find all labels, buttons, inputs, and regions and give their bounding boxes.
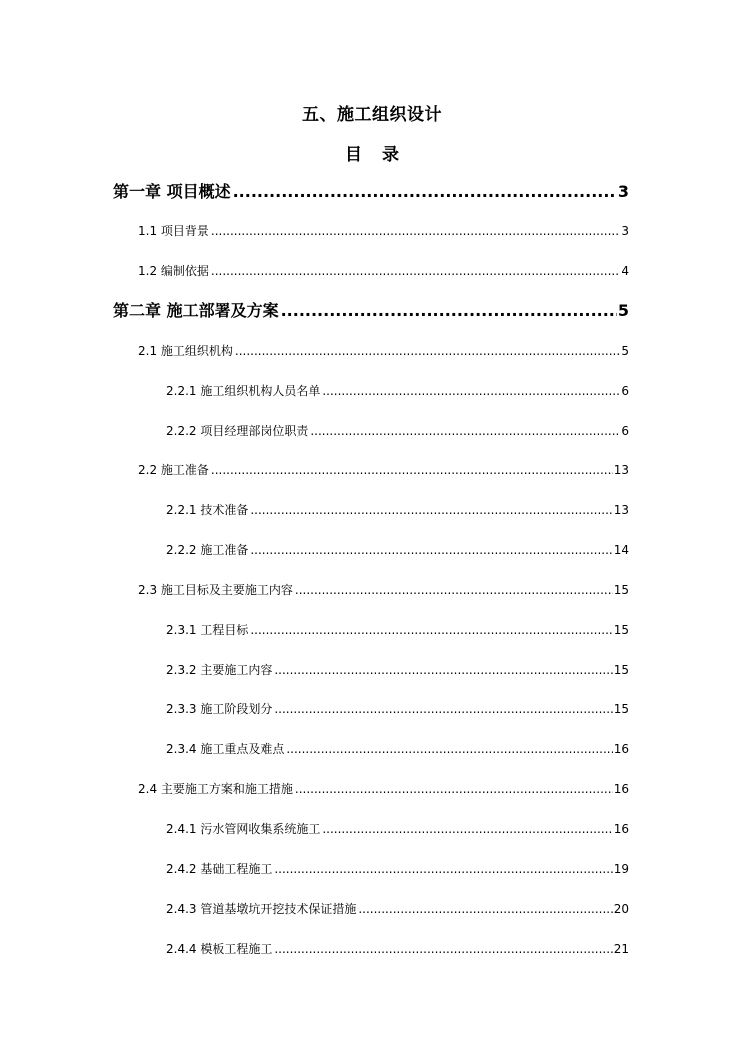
toc-entry[interactable]	[138, 780, 629, 797]
toc-entry[interactable]	[138, 342, 629, 359]
toc-entry-label: 2.2.2 项目经理部岗位职责	[166, 424, 309, 438]
toc-entry-label: 2.3.3 施工阶段划分	[166, 702, 273, 716]
toc-leader-dots	[322, 822, 612, 836]
toc-leader-dots	[250, 503, 612, 517]
toc-entry[interactable]	[166, 621, 629, 638]
toc-page-number: 15	[613, 663, 629, 677]
toc-page-number: 15	[613, 583, 629, 597]
toc-entry-label: 2.1 施工组织机构	[138, 344, 233, 358]
toc-page-number: 13	[613, 503, 629, 517]
toc-entry-label: 1.1 项目背景	[138, 224, 209, 238]
toc-entry[interactable]	[138, 461, 629, 478]
toc-entry[interactable]	[113, 298, 629, 321]
toc-entry-label: 2.4.2 基础工程施工	[166, 862, 273, 876]
toc-leader-dots	[235, 344, 620, 358]
toc-page-number: 14	[613, 543, 629, 557]
toc-entry[interactable]	[166, 860, 629, 877]
toc-page-number: 6	[621, 424, 629, 438]
toc-entry-label: 2.3 施工目标及主要施工内容	[138, 583, 293, 597]
toc-entry[interactable]	[166, 661, 629, 678]
toc-entry-label: 2.3.1 工程目标	[166, 623, 249, 637]
toc-page-number: 3	[621, 224, 629, 238]
toc-entry-label: 第二章 施工部署及方案	[113, 301, 279, 320]
toc-page-number: 13	[613, 463, 629, 477]
toc-leader-dots	[358, 902, 612, 916]
toc-entry-label: 2.4.4 模板工程施工	[166, 942, 273, 956]
toc-entry[interactable]	[138, 581, 629, 598]
toc-leader-dots	[274, 663, 612, 677]
toc-page-number: 20	[613, 902, 629, 916]
toc-page-number: 3	[617, 182, 629, 201]
toc-entry[interactable]	[166, 820, 629, 837]
toc-entry[interactable]	[166, 422, 629, 439]
document-title: 五、施工组织设计	[302, 105, 442, 125]
toc-leader-dots	[211, 264, 620, 278]
toc-page-number: 15	[613, 702, 629, 716]
toc-page-number: 6	[621, 384, 629, 398]
toc-entry[interactable]	[166, 740, 629, 757]
toc-entry[interactable]	[166, 382, 629, 399]
toc-page-number: 15	[613, 623, 629, 637]
toc-entry[interactable]	[166, 900, 629, 917]
toc-entry-label: 2.4 主要施工方案和施工措施	[138, 782, 293, 796]
toc-leader-dots	[295, 583, 613, 597]
toc-entry-label: 2.2.2 施工准备	[166, 543, 249, 557]
toc-page-number: 21	[613, 942, 629, 956]
toc-leader-dots	[250, 543, 612, 557]
toc-leader-dots	[250, 623, 612, 637]
toc-leader-dots	[295, 782, 613, 796]
toc-heading: 目 录	[345, 145, 399, 165]
toc-entry[interactable]	[138, 222, 629, 239]
toc-entry-label: 2.2.1 技术准备	[166, 503, 249, 517]
toc-leader-dots	[322, 384, 620, 398]
toc-entry[interactable]	[138, 262, 629, 279]
toc-leader-dots	[233, 182, 617, 201]
toc-leader-dots	[211, 463, 613, 477]
toc-leader-dots	[274, 942, 612, 956]
toc-entry-label: 2.2.1 施工组织机构人员名单	[166, 384, 321, 398]
toc-page-number: 16	[613, 742, 629, 756]
toc-page-number: 5	[621, 344, 629, 358]
toc-page-number: 16	[613, 822, 629, 836]
toc-entry-label: 2.4.3 管道基墩坑开挖技术保证措施	[166, 902, 357, 916]
toc-page-number: 4	[621, 264, 629, 278]
toc-entry-label: 第一章 项目概述	[113, 182, 231, 201]
toc-entry-label: 1.2 编制依据	[138, 264, 209, 278]
toc-entry-label: 2.2 施工准备	[138, 463, 209, 477]
toc-entry[interactable]	[166, 541, 629, 558]
toc-page-number: 5	[617, 301, 629, 320]
toc-leader-dots	[274, 702, 612, 716]
toc-entry[interactable]	[166, 501, 629, 518]
toc-entry[interactable]	[166, 940, 629, 957]
toc-entry-label: 2.4.1 污水管网收集系统施工	[166, 822, 321, 836]
toc-leader-dots	[274, 862, 612, 876]
toc-leader-dots	[286, 742, 612, 756]
toc-entry[interactable]	[113, 179, 629, 202]
toc-leader-dots	[310, 424, 620, 438]
toc-entry-label: 2.3.4 施工重点及难点	[166, 742, 285, 756]
toc-page-number: 16	[613, 782, 629, 796]
toc-page-number: 19	[613, 862, 629, 876]
toc-entry[interactable]	[166, 700, 629, 717]
toc-leader-dots	[281, 301, 617, 320]
toc-entry-label: 2.3.2 主要施工内容	[166, 663, 273, 677]
toc-leader-dots	[211, 224, 620, 238]
